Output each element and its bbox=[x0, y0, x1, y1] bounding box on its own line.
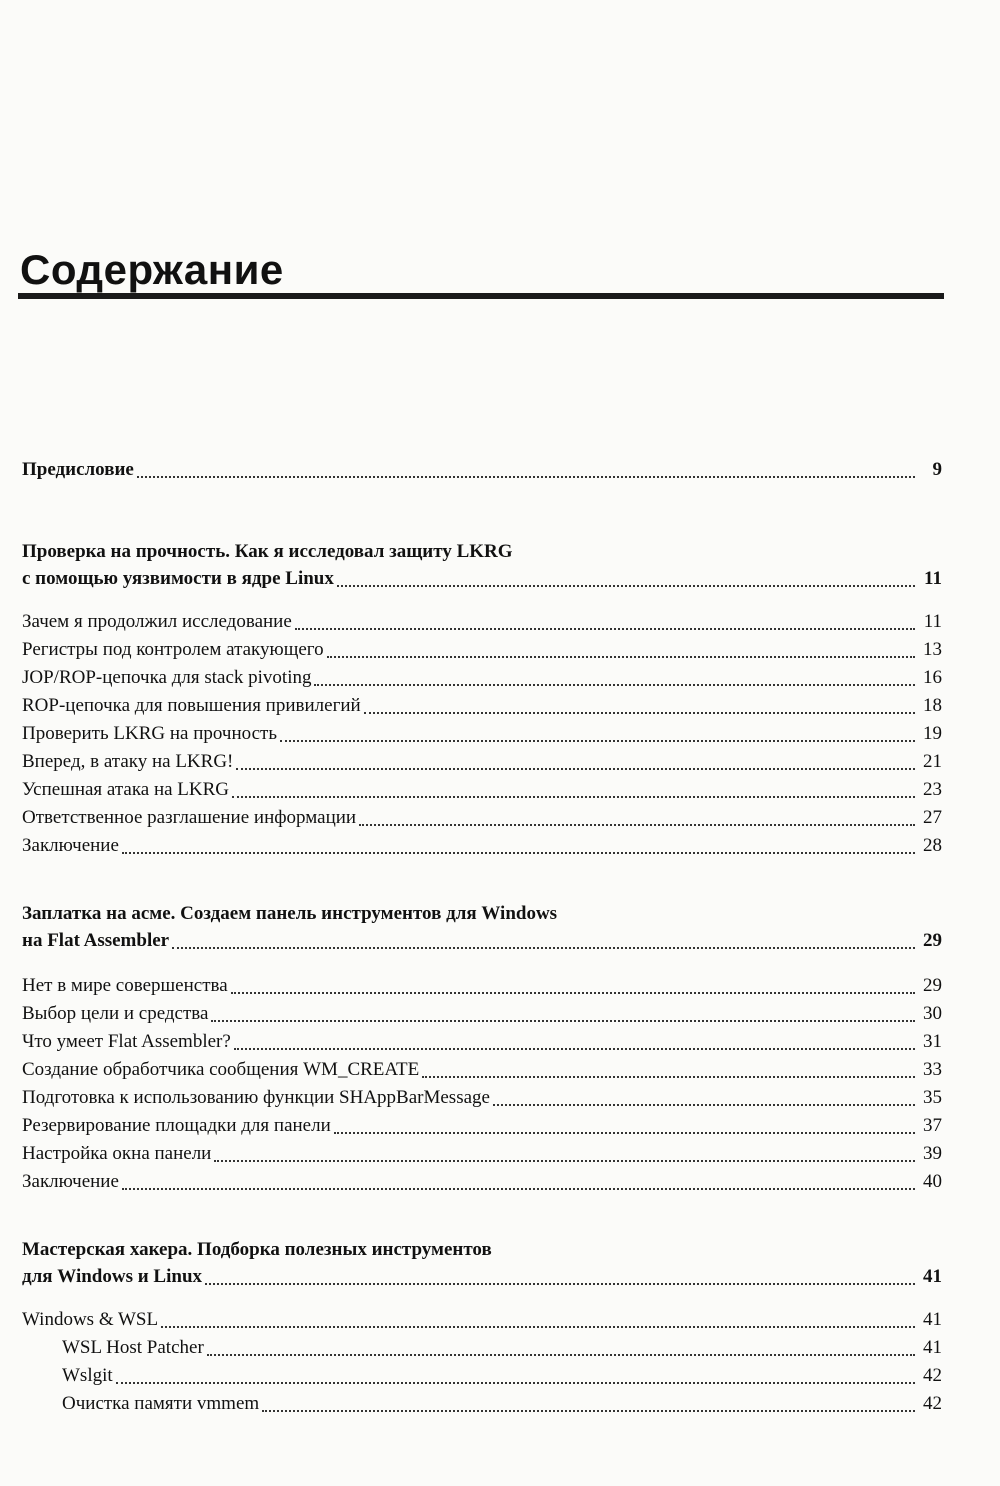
toc-entry-section[interactable] bbox=[22, 1058, 942, 1082]
dot-leader bbox=[122, 1188, 915, 1190]
toc-entry-label: Настройка окна панели bbox=[22, 1143, 212, 1164]
chapter-title-line[interactable]: Заплатка на асме. Создаем панель инструментов для Windows bbox=[22, 903, 558, 924]
toc-entry-label: на Flat Assembler bbox=[22, 930, 170, 951]
toc-entry-section[interactable] bbox=[22, 1002, 942, 1026]
page-title: Содержание bbox=[20, 246, 284, 293]
toc-entry-label: Предисловие bbox=[22, 459, 134, 480]
toc-entry-page: 19 bbox=[923, 723, 942, 744]
toc-entry-label: Очистка памяти vmmem bbox=[62, 1393, 260, 1414]
toc-entry-page: 16 bbox=[923, 667, 942, 688]
dot-leader bbox=[232, 796, 915, 798]
dot-leader bbox=[214, 1160, 915, 1162]
toc-entry-page: 42 bbox=[923, 1365, 942, 1386]
title-divider bbox=[18, 293, 944, 299]
toc-entry-label: Резервирование площадки для панели bbox=[22, 1115, 331, 1136]
dot-leader bbox=[314, 684, 915, 686]
dot-leader bbox=[327, 656, 915, 658]
toc-entry-page: 29 bbox=[923, 975, 942, 996]
dot-leader bbox=[172, 947, 915, 949]
toc-entry-chapter[interactable] bbox=[22, 567, 942, 591]
toc-entry-subsection[interactable] bbox=[62, 1364, 942, 1388]
toc-entry-section[interactable] bbox=[22, 806, 942, 830]
toc-entry-label: Вперед, в атаку на LKRG! bbox=[22, 751, 234, 772]
toc-entry-page: 30 bbox=[923, 1003, 942, 1024]
toc-entry-chapter[interactable] bbox=[22, 1265, 942, 1289]
dot-leader bbox=[295, 628, 915, 630]
toc-entry-label: Нет в мире совершенства bbox=[22, 975, 228, 996]
toc-entry-subsection[interactable] bbox=[62, 1392, 942, 1416]
toc-entry-section[interactable] bbox=[22, 974, 942, 998]
toc-entry-label: Ответственное разглашение информации bbox=[22, 807, 357, 828]
toc-entry-chapter[interactable] bbox=[22, 929, 942, 953]
dot-leader bbox=[122, 852, 915, 854]
toc-entry-label: Подготовка к использованию функции SHAppBarMessage bbox=[22, 1087, 490, 1108]
toc-entry-label: Заключение bbox=[22, 835, 119, 856]
toc-entry-section[interactable] bbox=[22, 1170, 942, 1194]
toc-entry-label: Что умеет Flat Assembler? bbox=[22, 1031, 231, 1052]
dot-leader bbox=[205, 1283, 915, 1285]
chapter-title-line[interactable]: Мастерская хакера. Подборка полезных инструментов bbox=[22, 1239, 492, 1260]
toc-entry-section[interactable] bbox=[22, 1114, 942, 1138]
dot-leader bbox=[234, 1048, 915, 1050]
toc-entry-page: 11 bbox=[924, 568, 942, 589]
toc-entry-section[interactable] bbox=[22, 666, 942, 690]
chapter-title-line[interactable]: Проверка на прочность. Как я исследовал защиту LKRG bbox=[22, 541, 513, 562]
toc-entry-page: 37 bbox=[923, 1115, 942, 1136]
toc-entry-section[interactable] bbox=[22, 1142, 942, 1166]
toc-entry-section[interactable] bbox=[22, 1308, 942, 1332]
toc-entry-label: с помощью уязвимости в ядре Linux bbox=[22, 568, 334, 589]
toc-entry-page: 35 bbox=[923, 1087, 942, 1108]
toc-entry-page: 21 bbox=[923, 751, 942, 772]
toc-entry-label: Проверить LKRG на прочность bbox=[22, 723, 277, 744]
dot-leader bbox=[359, 824, 915, 826]
toc-entry-label: Создание обработчика сообщения WM_CREATE bbox=[22, 1059, 420, 1080]
toc-entry-page: 41 bbox=[923, 1309, 942, 1330]
dot-leader bbox=[116, 1382, 915, 1384]
toc-entry-page: 41 bbox=[923, 1266, 942, 1287]
toc-entry-section[interactable] bbox=[22, 638, 942, 662]
toc-entry-page: 13 bbox=[923, 639, 942, 660]
dot-leader bbox=[137, 476, 915, 478]
toc-entry-label: ROP-цепочка для повышения привилегий bbox=[22, 695, 361, 716]
toc-entry-label: WSL Host Patcher bbox=[62, 1337, 204, 1358]
dot-leader bbox=[236, 768, 915, 770]
dot-leader bbox=[422, 1076, 915, 1078]
dot-leader bbox=[262, 1410, 915, 1412]
toc-entry-page: 29 bbox=[923, 930, 942, 951]
toc-entry-section[interactable] bbox=[22, 694, 942, 718]
toc-entry-label: Заключение bbox=[22, 1171, 119, 1192]
toc-entry-page: 42 bbox=[923, 1393, 942, 1414]
toc-entry-subsection[interactable] bbox=[62, 1336, 942, 1360]
toc-entry-label: Зачем я продолжил исследование bbox=[22, 611, 292, 632]
toc-entry-section[interactable] bbox=[22, 1030, 942, 1054]
toc-entry-section[interactable] bbox=[22, 610, 942, 634]
toc-entry-page: 28 bbox=[923, 835, 942, 856]
toc-entry-section[interactable] bbox=[22, 750, 942, 774]
toc-entry-page: 11 bbox=[923, 611, 942, 632]
dot-leader bbox=[231, 992, 915, 994]
toc-entry-label: Регистры под контролем атакующего bbox=[22, 639, 324, 660]
toc-entry-label: Успешная атака на LKRG bbox=[22, 779, 230, 800]
dot-leader bbox=[334, 1132, 915, 1134]
toc-entry-page: 39 bbox=[923, 1143, 942, 1164]
toc-entry-section[interactable] bbox=[22, 778, 942, 802]
toc-entry-page: 27 bbox=[923, 807, 942, 828]
toc-entry-page: 23 bbox=[923, 779, 942, 800]
dot-leader bbox=[337, 585, 915, 587]
dot-leader bbox=[493, 1104, 915, 1106]
toc-entry-preface[interactable] bbox=[22, 458, 942, 482]
toc-entry-page: 40 bbox=[923, 1171, 942, 1192]
toc-entry-label: для Windows и Linux bbox=[22, 1266, 203, 1287]
dot-leader bbox=[364, 712, 915, 714]
toc-entry-section[interactable] bbox=[22, 834, 942, 858]
dot-leader bbox=[211, 1020, 915, 1022]
dot-leader bbox=[280, 740, 915, 742]
toc-entry-label: JOP/ROP-цепочка для stack pivoting bbox=[22, 667, 312, 688]
toc-entry-label: Wslgit bbox=[62, 1365, 113, 1386]
toc-entry-section[interactable] bbox=[22, 722, 942, 746]
toc-entry-section[interactable] bbox=[22, 1086, 942, 1110]
toc-entry-page: 9 bbox=[932, 459, 942, 480]
toc-entry-label: Windows & WSL bbox=[22, 1309, 159, 1330]
toc-entry-page: 33 bbox=[923, 1059, 942, 1080]
toc-entry-page: 41 bbox=[923, 1337, 942, 1358]
toc-entry-page: 31 bbox=[923, 1031, 942, 1052]
dot-leader bbox=[161, 1326, 915, 1328]
dot-leader bbox=[207, 1354, 915, 1356]
toc-entry-label: Выбор цели и средства bbox=[22, 1003, 209, 1024]
toc-entry-page: 18 bbox=[923, 695, 942, 716]
